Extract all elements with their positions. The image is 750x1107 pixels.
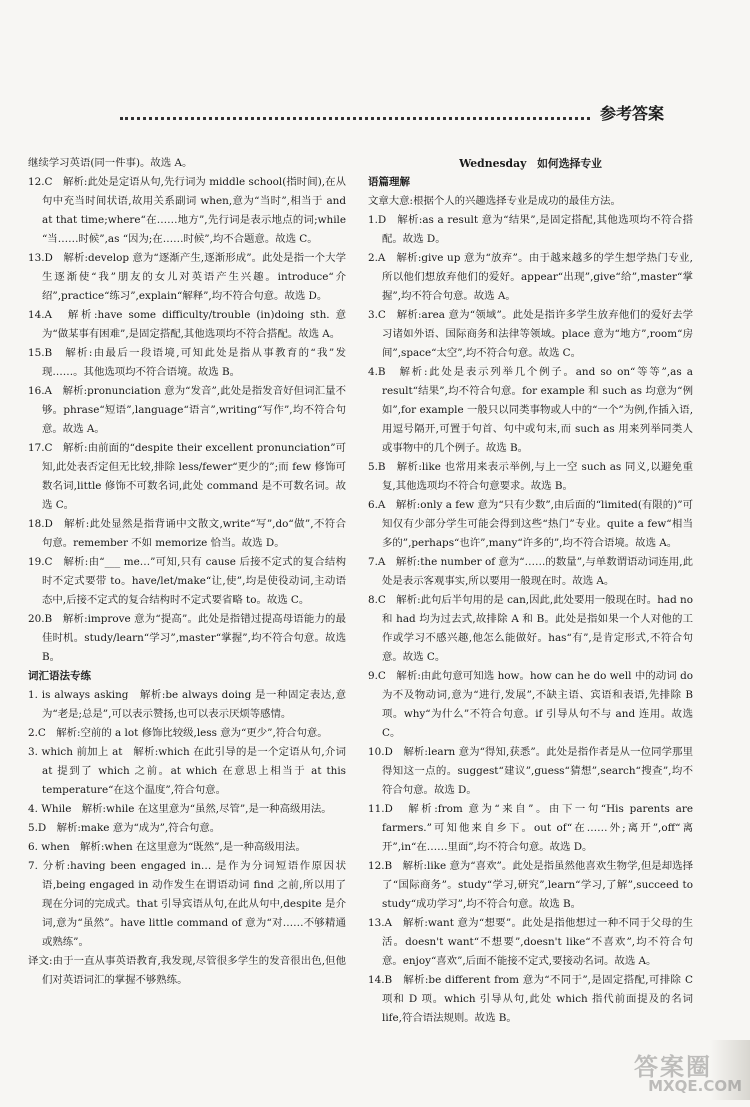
answer-paragraph: 继续学习英语(同一件事)。故选 A。 <box>28 157 193 169</box>
answer-paragraph: 12.B 解析:like 意为“喜欢”。此处是指虽然他喜欢生物学,但是却选择了“国际商务”。study“学习,研究”,learn“学习,了解”,succeed to study“成功学习”,均不符合句意。故选 B。 <box>368 860 693 910</box>
answer-paragraph: 14.A 解析:have some difficulty/trouble (in)doing sth. 意为“做某事有困难”,是固定搭配,其他选项均不符合搭配。故选 A。 <box>28 309 346 340</box>
answer-paragraph: 15.B 解析:由最后一段语境,可知此处是指从事教育的“我”发现……。其他选项均不符合语境。故选 B。 <box>28 347 346 378</box>
answer-paragraph: 5.D 解析:make 意为“成为”,符合句意。 <box>28 822 221 834</box>
answer-paragraph: 文章大意:根据个人的兴趣选择专业是成功的最佳方法。 <box>368 195 621 207</box>
answer-paragraph: 3. which 前加上 at 解析:which 在此引导的是一个定语从句,介词 at 提到了 which 之前。at which 在意思上相当于 at this temperature“在这个温度”,符合句意。 <box>28 746 346 796</box>
answer-paragraph: 19.C 解析:由“___ me…”可知,只有 cause 后接不定式的复合结构时不定式要带 to。have/let/make“让,使”,均是使役动词,主动语态中,后接不定式的复合结构时不定式要省略 to。故选 C。 <box>28 556 346 606</box>
answer-paragraph: 2.A 解析:give up 意为“放弃”。由于越来越多的学生想学热门专业,所以他们想放弃他们的爱好。appear“出现”,give“给”,master“掌握”,均不符合句意。故选 A。 <box>368 252 693 302</box>
answer-paragraph: 7.A 解析:the number of 意为“……的数量”,与单数谓语动词连用,此处是表示客观事实,所以要用一般现在时。故选 A。 <box>368 556 693 587</box>
answer-paragraph: 6. when 解析:when 在这里意为“既然”,是一种高级用法。 <box>28 841 306 853</box>
watermark-url: MXQE.COM <box>648 1077 742 1095</box>
site-watermark <box>592 1047 742 1097</box>
day-title: Wednesday 如何选择专业 <box>459 157 602 170</box>
watermark-logo-text: 答案圈 <box>634 1053 712 1081</box>
answer-paragraph: 20.B 解析:improve 意为“提高”。此处是指错过提高母语能力的最佳时机。study/learn“学习”,master“掌握”,均不符合句意。故选 B。 <box>28 613 346 663</box>
answer-paragraph: 16.A 解析:pronunciation 意为“发音”,此处是指发音好但词汇量不够。phrase“短语”,language“语言”,writing“写作”,均不符合句意。故选 A。 <box>28 385 346 435</box>
answer-paragraph: 1.D 解析:as a result 意为“结果”,是固定搭配,其他选项均不符合搭配。故选 D。 <box>368 214 693 245</box>
answer-paragraph: 4. While 解析:while 在这里意为“虽然,尽管”,是一种高级用法。 <box>28 803 332 815</box>
answer-paragraph: 7. 分析:having been engaged in… 是作为分词短语作原因状语,being engaged in 动作发生在谓语动词 find 之前,所以用了现在分词的完成式。that 引导宾语从句,在此从句中,despite 是介词,意为“虽然”。have little command of 意为“对……不够精通或熟练”。 <box>28 860 346 948</box>
answer-paragraph: 11.D 解析:from 意为“来自”。由下一句“His parents are farmers.”可知他来自乡下。out of“在……外;离开”,off“离开”,in“在……里面”,均不符合句意。故选 D。 <box>368 803 693 853</box>
answer-paragraph: 译文:由于一直从事英语教育,我发现,尽管很多学生的发音很出色,但他们对英语词汇的掌握不够熟练。 <box>28 955 346 986</box>
answer-paragraph: 18.D 解析:此处显然是指背诵中文散文,write“写”,do“做”,不符合句意。remember 不如 memorize 恰当。故选 D。 <box>28 518 346 549</box>
answer-paragraph: 3.C 解析:area 意为“领域”。此处是指许多学生放弃他们的爱好去学习诸如外语、国际商务和法律等领域。place 意为“地方”,room“房间”,space“太空”,均不符合句意。故选 C。 <box>368 309 693 359</box>
answer-paragraph: 17.C 解析:由前面的“despite their excellent pronunciation”可知,此处表否定但无比较,排除 less/fewer“更少的”;而 few 修饰可数名词,little 修饰不可数名词,此处 command 是不可数名词。故选 C。 <box>28 442 346 511</box>
section-heading: 词汇语法专练 <box>28 670 91 682</box>
header-dotted-rule <box>120 117 590 120</box>
answer-paragraph: 5.B 解析:like 也常用来表示举例,与上一空 such as 同义,以避免重复,其他选项均不符合句意要求。故选 B。 <box>368 461 693 492</box>
answer-paragraph: 8.C 解析:此句后半句用的是 can,因此,此处要用一般现在时。had no 和 had 均为过去式,故排除 A 和 B。此处是指如果一个人对他的工作或学习不感兴趣,他怎么能做好。has“有”,是肯定形式,不符合句意。故选 C。 <box>368 594 693 663</box>
page-header-title: 参考答案 <box>600 104 665 123</box>
answer-paragraph: 10.D 解析:learn 意为“得知,获悉”。此处是指作者是从一位同学那里得知这一点的。suggest“建议”,guess“猜想”,search“搜查”,均不符合句意。故选 D。 <box>368 746 693 796</box>
answer-paragraph: 2.C 解析:空前的 a lot 修饰比较级,less 意为“更少”,符合句意。 <box>28 727 328 739</box>
left-answer-column <box>28 154 346 1084</box>
answer-paragraph: 13.D 解析:develop 意为“逐渐产生,逐渐形成”。此处是指一个大学生逐渐使“我”朋友的女儿对英语产生兴趣。introduce“介绍”,practice“练习”,explain“解释”,均不符合句意。故选 D。 <box>28 252 346 302</box>
answer-paragraph: 12.C 解析:此处是定语从句,先行词为 middle school(指时间),在从句中充当时间状语,故用关系副词 when,意为“当时”,相当于 and at that time;where“在……地方”,先行词是表示地点的词;while “当……时候”,as “因为;在……时候”,均不合题意。故选 C。 <box>28 176 346 245</box>
section-heading: 语篇理解 <box>368 176 410 188</box>
answer-paragraph: 13.A 解析:want 意为“想要”。此处是指他想过一种不同于父母的生活。doesn't want“不想要”,doesn't like“不喜欢”,均不符合句意。enjoy“喜欢”,后面不能接不定式,要接动名词。故选 A。 <box>368 917 693 967</box>
right-answer-column <box>368 154 693 1084</box>
answer-paragraph: 9.C 解析:由此句意可知选 how。how can he do well 中的动词 do 为不及物动词,意为“进行,发展”,不缺主语、宾语和表语,先排除 B 项。why“为什么”不符合句意。if 引导从句不与 and 连用。故选 C。 <box>368 670 693 739</box>
answer-paragraph: 6.A 解析:only a few 意为“只有少数”,由后面的“limited(有限的)”可知仅有少部分学生可能会得到这些“热门”专业。quite a few“相当多的”,perhaps“也许”,many“许多的”,均不符合语境。故选 A。 <box>368 499 693 549</box>
answer-paragraph: 14.B 解析:be different from 意为“不同于”,是固定搭配,可排除 C 项和 D 项。which 引导从句,此处 which 指代前面提及的名词 life,符合语法规则。故选 B。 <box>368 974 693 1024</box>
answer-paragraph: 4.B 解析:此处是表示列举几个例子。and so on“等等”,as a result“结果”,均不符合句意。for example 和 such as 均意为“例如”,for example 一般只以同类事物或人中的“一个”为例,作插入语,用逗号隔开,可置于句首、句中或句末,而 such as 用来列举同类人或事物中的几个例子。故选 B。 <box>368 366 693 454</box>
answer-paragraph: 1. is always asking 解析:be always doing 是一种固定表达,意为“老是;总是”,可以表示赞扬,也可以表示厌烦等感情。 <box>28 689 346 720</box>
